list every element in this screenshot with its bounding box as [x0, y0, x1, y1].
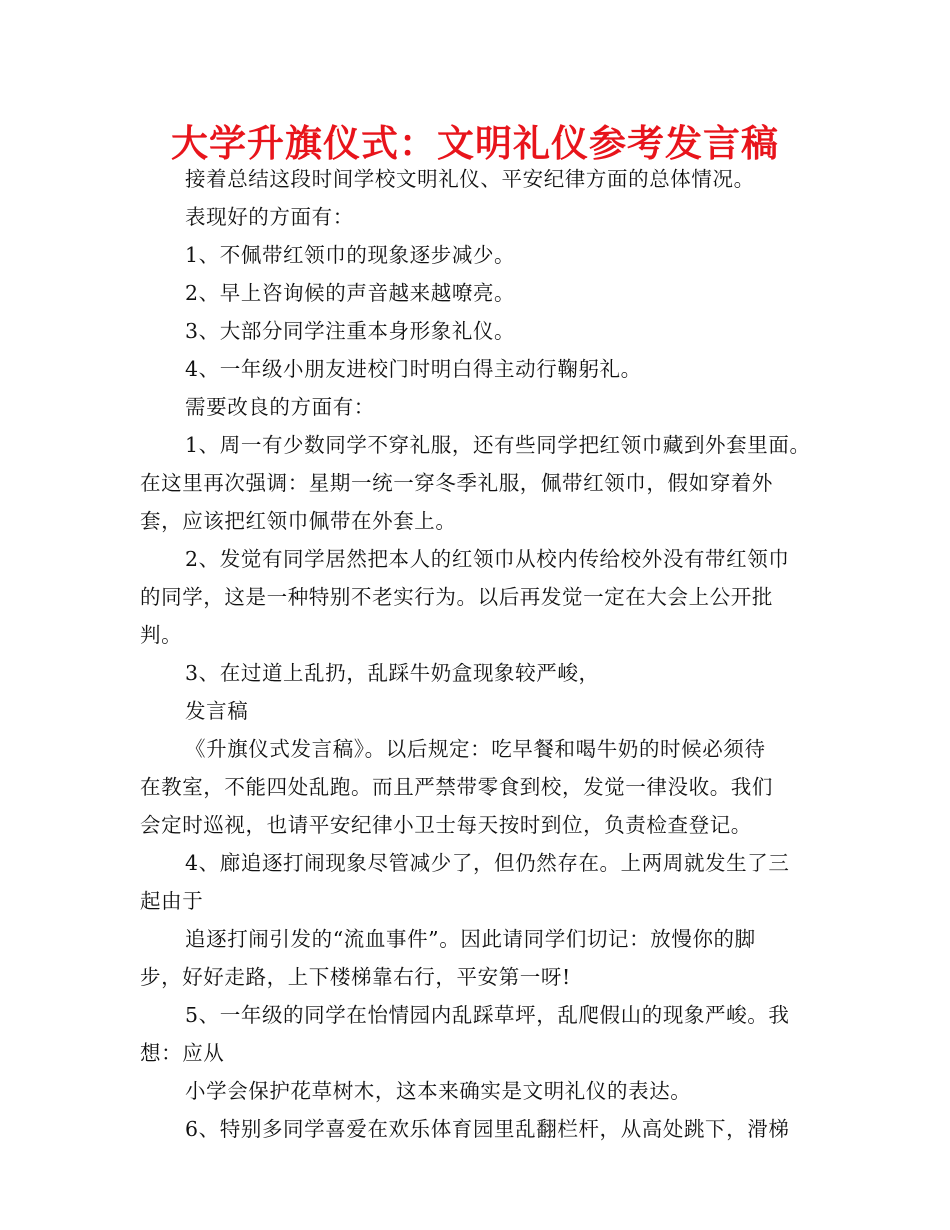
paragraph-line: 会定时巡视，也请平安纪律小卫士每天按时到位，负责检查登记。 [140, 813, 752, 837]
paragraph-line: 5、一年级的同学在怡情园内乱踩草坪，乱爬假山的现象严峻。我 [185, 1003, 790, 1027]
document-body [140, 160, 820, 1148]
paragraph-line: 2、发觉有同学居然把本人的红领巾从校内传给校外没有带红领巾 [185, 547, 790, 571]
paragraph-line: 3、在过道上乱扔，乱踩牛奶盒现象较严峻， [185, 661, 600, 685]
paragraph-line: 1、不佩带红领巾的现象逐步减少。 [185, 243, 516, 267]
paragraph-line: 在教室，不能四处乱跑。而且严禁带零食到校，发觉一律没收。我们 [140, 775, 773, 799]
paragraph-line: 追逐打闹引发的“流血事件”。因此请同学们切记：放慢你的脚 [185, 927, 756, 951]
paragraph-line: 《升旗仪式发言稿》。以后规定：吃早餐和喝牛奶的时候必须待 [185, 737, 766, 761]
document-title: 大学升旗仪式：文明礼仪参考发言稿 [171, 122, 779, 165]
paragraph-line: 在这里再次强调：星期一统一穿冬季礼服，佩带红领巾，假如穿着外 [140, 471, 773, 495]
paragraph-line: 4、廊追逐打闹现象尽管减少了，但仍然存在。上两周就发生了三 [185, 851, 790, 875]
paragraph-line: 步，好好走路，上下楼梯靠右行，平安第一呀! [140, 965, 571, 989]
paragraph-line: 发言稿 [185, 699, 249, 723]
paragraph-line: 想：应从 [140, 1041, 225, 1065]
paragraph-line: 判。 [140, 623, 183, 647]
paragraph-line: 4、一年级小朋友进校门时明白得主动行鞠躬礼。 [185, 357, 642, 381]
paragraph-line: 的同学，这是一种特别不老实行为。以后再发觉一定在大会上公开批 [140, 585, 773, 609]
paragraph-line: 接着总结这段时间学校文明礼仪、平安纪律方面的总体情况。 [185, 167, 755, 191]
paragraph-line: 套，应该把红领巾佩带在外套上。 [140, 509, 457, 533]
paragraph-line: 表现好的方面有： [185, 205, 354, 229]
paragraph-line: 3、大部分同学注重本身形象礼仪。 [185, 319, 516, 343]
paragraph-line: 起由于 [140, 889, 204, 913]
paragraph-line: 需要改良的方面有： [185, 395, 375, 419]
paragraph-line: 1、周一有少数同学不穿礼服，还有些同学把红领巾藏到外套里面。 [185, 433, 811, 457]
paragraph-line: 小学会保护花草树木，这本来确实是文明礼仪的表达。 [185, 1079, 692, 1103]
paragraph-line: 2、早上咨询候的声音越来越嘹亮。 [185, 281, 516, 305]
paragraph-line: 6、特别多同学喜爱在欢乐体育园里乱翻栏杆，从高处跳下，滑梯 [185, 1117, 790, 1141]
